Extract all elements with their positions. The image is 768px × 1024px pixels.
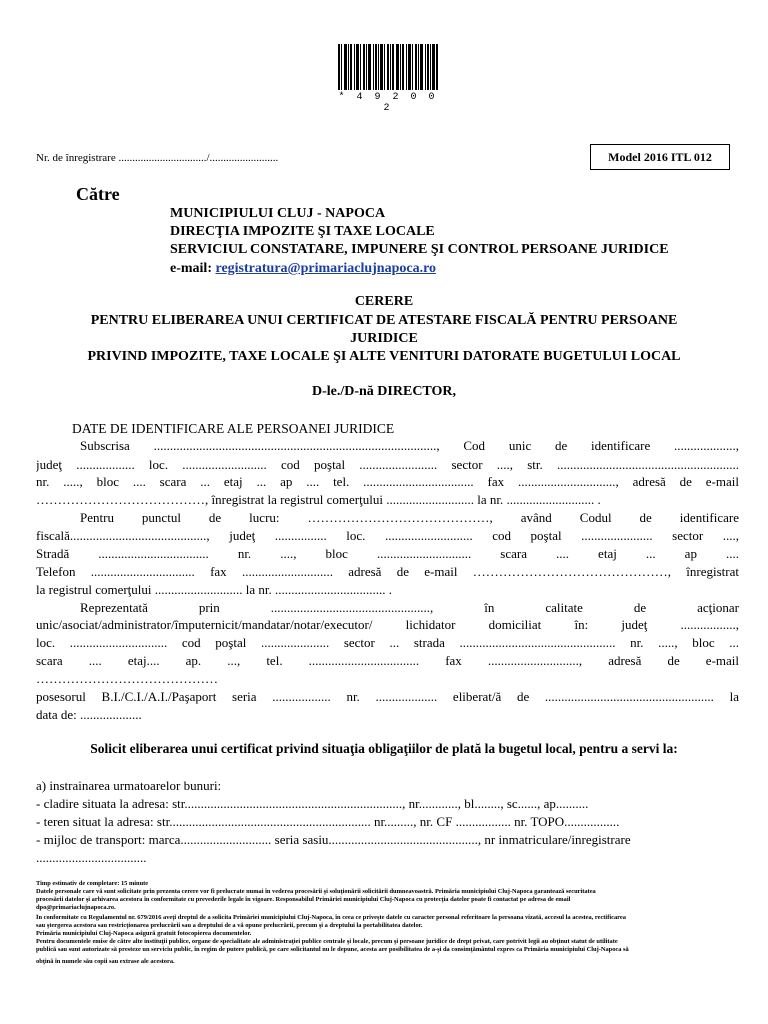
purpose-line: - mijloc de transport: marca............................ seria sasiu.............................................., nr inmatriculare/inregistrare [36, 832, 631, 847]
form-line: posesorul B.I./C.I./A.I./Paşaport seria .................. nr. ................... eliberat/ă de .................................................... la [36, 689, 739, 704]
footnote-line: dpo@primariaclujnapoca.ro. [36, 904, 116, 911]
purpose-line: .................................. [36, 850, 147, 865]
salutation: D-le./D-nă DIRECTOR, [311, 384, 457, 399]
recipient-heading: Către [76, 184, 120, 204]
document-title-line-4: PRIVIND IMPOZITE, TAXE LOCALE ŞI ALTE VENITURI DATORATE BUGETULUI LOCAL [87, 349, 681, 364]
form-line: Subscrisa ......................................................................................., Cod unic de identificare ..................., [80, 438, 739, 453]
recipient-line-1: MUNICIPIULUI CLUJ - NAPOCA [170, 206, 386, 221]
footnote-line: procesării datelor şi arhivarea acestora în conformitate cu prevederile legale în vigoare. Responsabilul Primăriei municipiului Cluj-Napoca cu protecţia datelor poate fi contactat pe adresa de email [36, 896, 571, 903]
email-label: e-mail: [170, 261, 216, 276]
request-statement: Solicit eliberarea unui certificat privind situaţia obligaţiilor de plată la bugetul local, pentru a servi la: [90, 741, 678, 756]
purpose-line: - cladire situata la adresa: str..................................................................., nr............, bl........, sc......, ap.......... [36, 796, 589, 811]
email-domain: @primariaclujnapoca.ro [287, 261, 437, 276]
purpose-line: - teren situat la adresa: str.............................................................. nr........., nr. CF ................. nr. TOPO................. [36, 814, 620, 829]
form-line: …………………………………, înregistrat la registrul comerţului ........................... la nr. ........................... . [36, 492, 601, 507]
footnote-line: Primăria municipiului Cluj-Napoca asigură gratuit fotocopierea documentelor. [36, 930, 252, 937]
recipient-line-3: SERVICIUL CONSTATARE, IMPUNERE ŞI CONTROL PERSOANE JURIDICE [170, 242, 669, 257]
purpose-line: a) instrainarea urmatoarelor bunuri: [36, 778, 222, 793]
form-line: la registrul comerţului ........................... la nr. .................................. . [36, 582, 393, 597]
form-line: fiscală.........................................., judeţ ................ loc. ........................... cod poştal ...................... sector ...., [36, 528, 739, 543]
model-label: Model 2016 ITL 012 [590, 144, 730, 170]
email-link[interactable] [215, 261, 436, 276]
form-line: nr. ....., bloc .... scara ... etaj ... ap .... tel. .................................. fax .............................., adresă de e-mail [36, 474, 739, 489]
form-line: scara .... etaj.... ap. ..., tel. .................................. fax ............................, adresă de e-mail [36, 653, 739, 668]
document-title-line-2: PENTRU ELIBERAREA UNUI CERTIFICAT DE ATESTARE FISCALĂ PENTRU PERSOANE [90, 313, 678, 328]
footnote-line: obţină în numele său copii sau extrase ale acestora. [36, 958, 175, 965]
email-user: registratura [215, 261, 288, 276]
footnote-line: Timp estimativ de completare: 15 minute [36, 880, 149, 887]
form-line: data de: ................... [36, 707, 142, 722]
barcode [338, 44, 438, 90]
footnote-line: În conformitate cu Regulamentul nr. 679/2016 aveţi dreptul de a solicita Primăriei municipiului Cluj-Napoca, în ceea ce priveşte datele cu caracter personal referitoare la persoana vizată, accesul la acestea, rectificarea [36, 914, 626, 921]
form-line: Pentru punctul de lucru: ……………………………………, având Codul de identificare [80, 510, 739, 525]
section-heading: DATE DE IDENTIFICARE ALE PERSOANEI JURIDICE [72, 421, 395, 436]
recipient-line-2: DIRECŢIA IMPOZITE ŞI TAXE LOCALE [170, 224, 435, 239]
form-line: …………………………………… [36, 671, 218, 686]
footnote-line: publică sau sunt autorizate să presteze un serviciu public, în regim de putere publică, pe care solicitantul nu le depune, acesta are posibilitatea de a-şi da consimţământul expres ca Primăria municipiului Cluj-Napoca să [36, 946, 629, 953]
recipient-email [170, 261, 436, 277]
form-line: judeţ .................. loc. .......................... cod poştal ........................ sector ...., str. ........................................................ [36, 457, 739, 472]
form-line: unic/asociat/administrator/împuternicit/mandatar/notar/executor/ lichidator domiciliat în: judeţ ................., [36, 617, 739, 632]
form-line: Stradă .................................. nr. ...., bloc ............................. scara .... etaj ... ap .... [36, 546, 739, 561]
registration-number: Nr. de înregistrare ................................/......................... [36, 152, 279, 164]
form-line: Telefon ................................ fax ............................ adresă de e-mail ………………………………………, înregistrat [36, 564, 739, 579]
form-line: loc. .............................. cod poştal ..................... sector ... strada ................................................ nr. ....., bloc ... [36, 635, 739, 650]
document-title-line-3: JURIDICE [350, 331, 418, 346]
barcode-number: * 4 9 2 0 0 2 [338, 92, 438, 114]
footnote-line: sau ştergerea acestora sau restricţionarea prelucrării sau a dreptului de a vă opune prelucrării, precum şi a dreptului la portabilitatea datelor. [36, 922, 423, 929]
form-line: Reprezentată prin ................................................., în calitate de acţionar [80, 600, 739, 615]
footnote-line: Pentru documentele emise de către alte instituţii publice, organe de specialitate ale administraţiei publice centrale şi locale, precum şi persoane juridice de drept privat, care potrivit legii au obţinut statut de utilitate [36, 938, 618, 945]
footnote-line: Datele personale care vă sunt solicitate prin prezenta cerere vor fi prelucrate numai în vederea procesării şi soluţionării solicitării dumneavoastră. Primăria municipiului Cluj-Napoca garantează securitatea [36, 888, 596, 895]
document-title: CERERE [354, 294, 414, 309]
